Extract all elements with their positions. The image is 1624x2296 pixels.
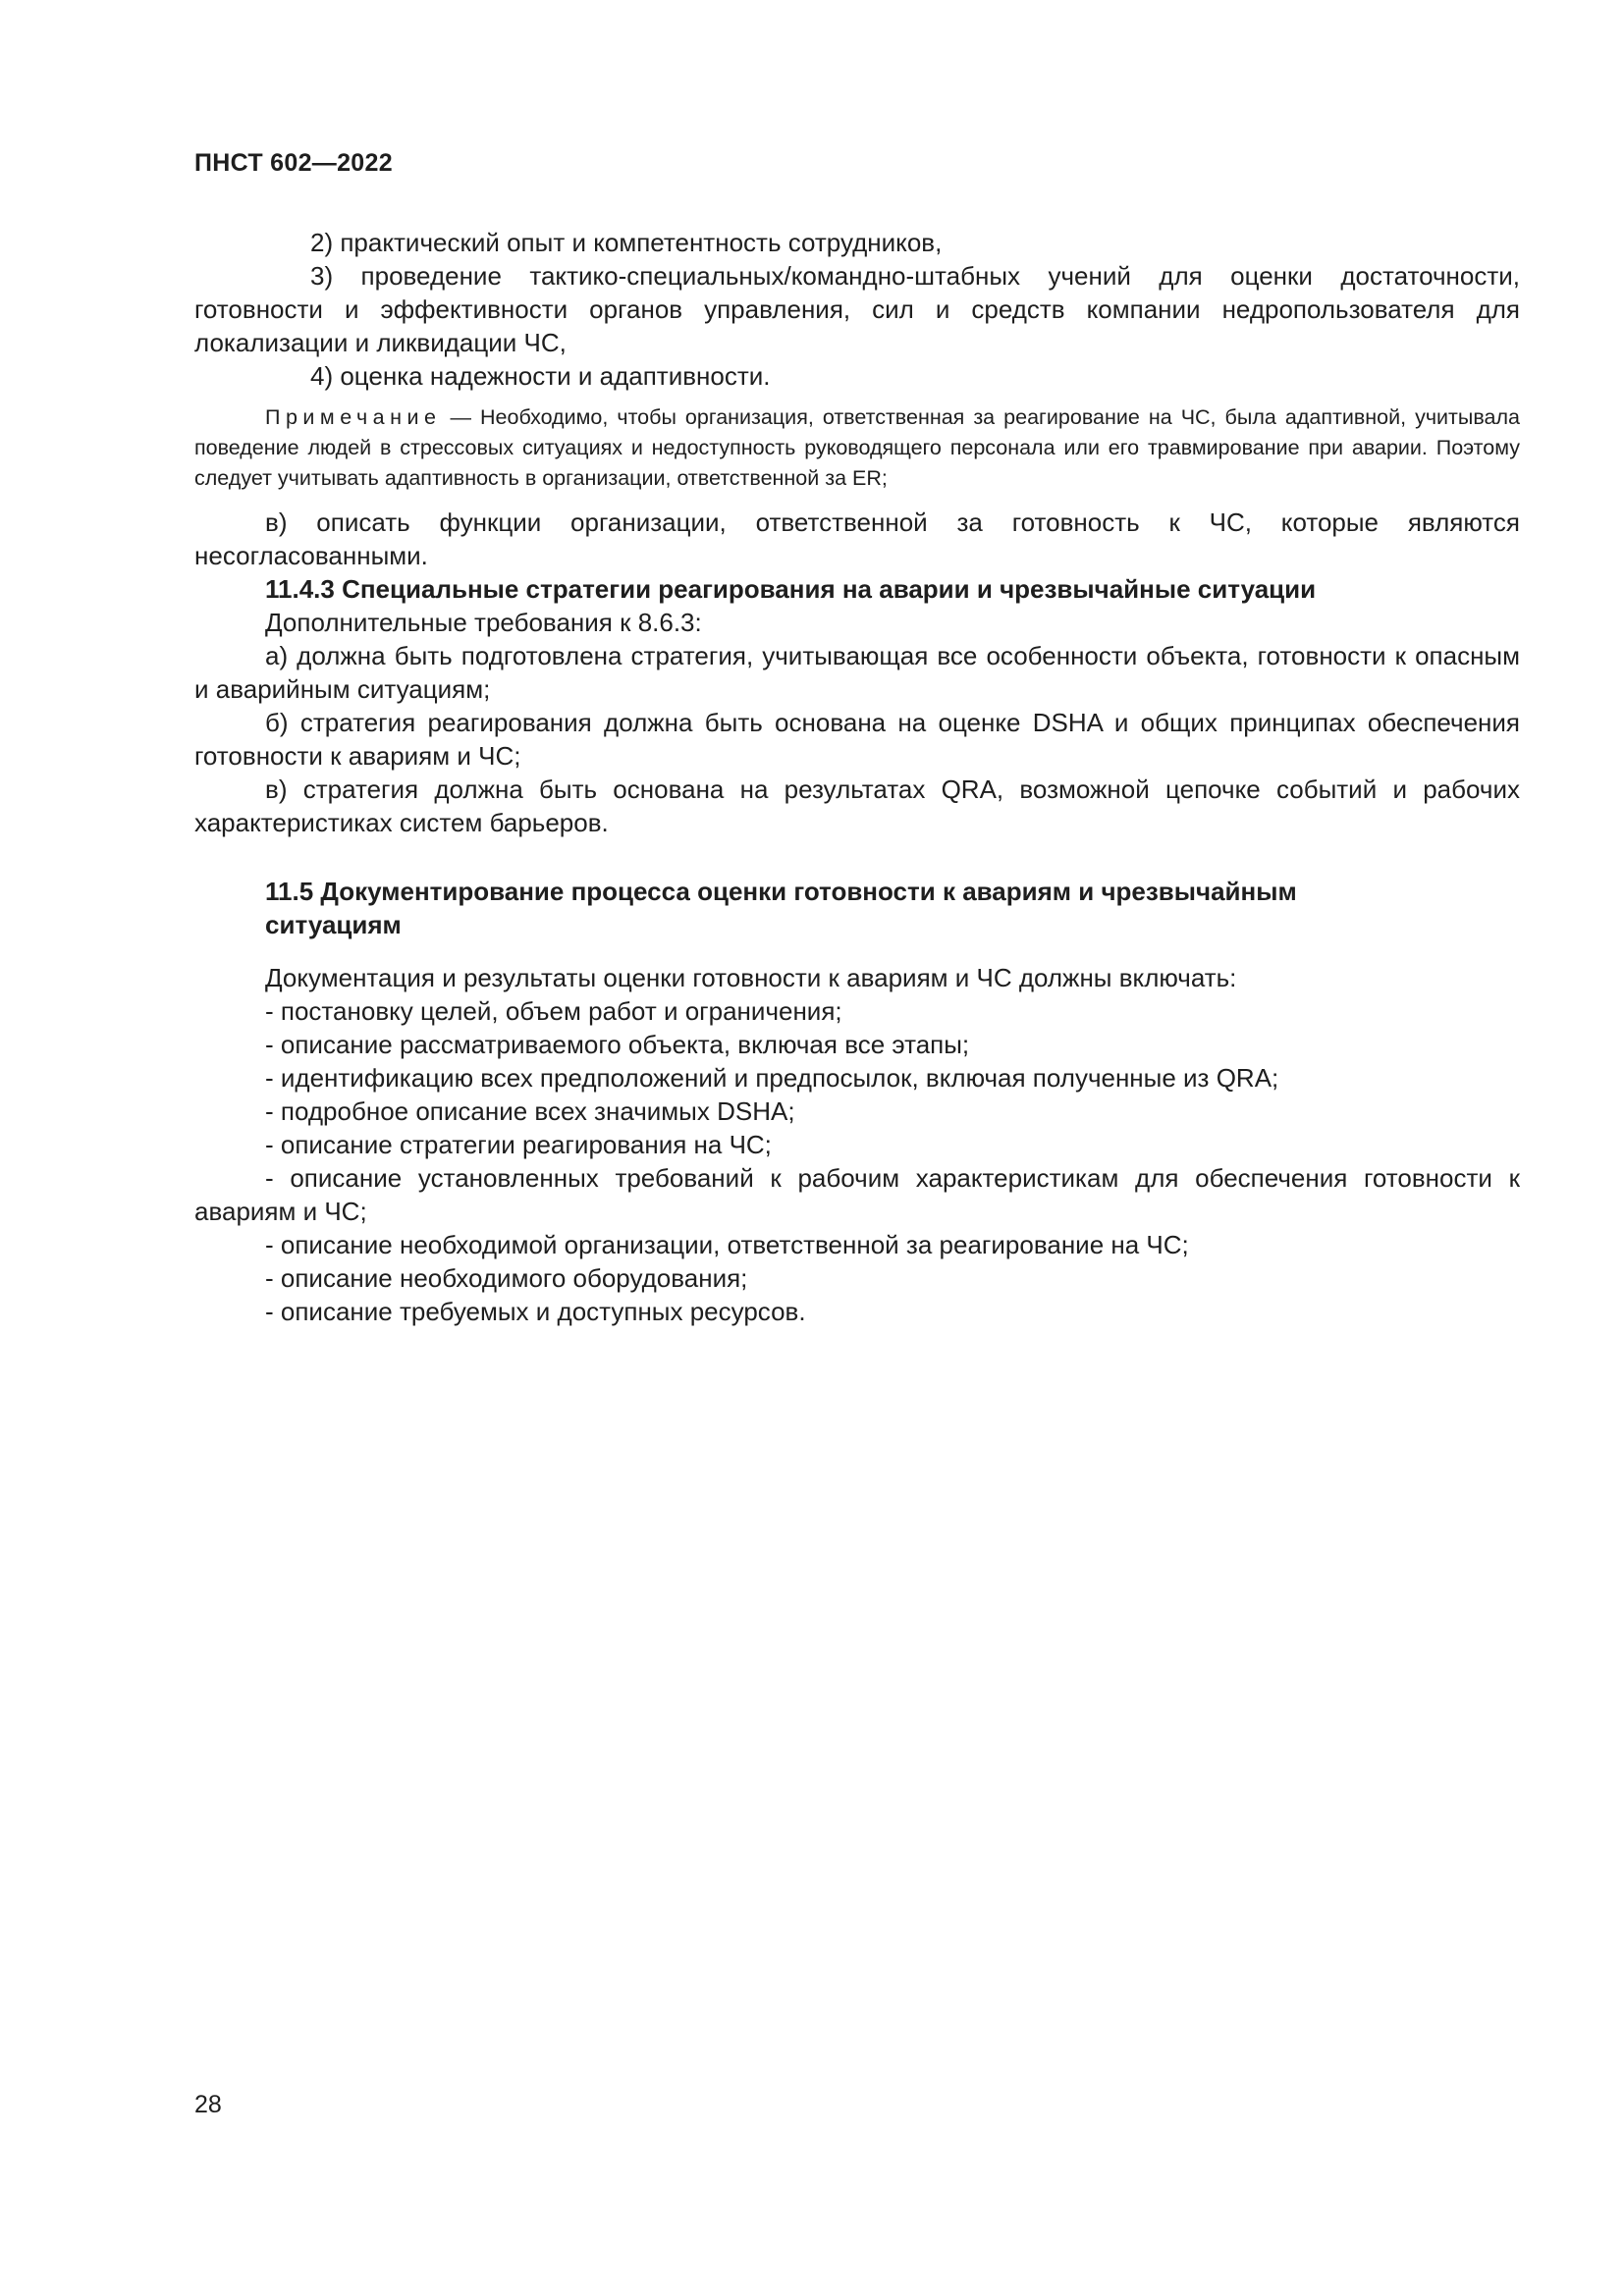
section-1143-intro: Дополнительные требования к 8.6.3: xyxy=(265,608,702,637)
section-1143-item-v: в) стратегия должна быть основана на результатах QRA, возможной цепочке событий и рабочих характеристиках систем барьеров. xyxy=(194,774,1520,837)
list-item: - описание установленных требований к рабочим характеристикам для обеспечения готовности к авариям и ЧС; xyxy=(194,1163,1520,1226)
section-115-intro: Документация и результаты оценки готовности к авариям и ЧС должны включать: xyxy=(265,963,1237,992)
section-115-title-line1: 11.5 Документирование процесса оценки готовности к авариям и чрезвычайным xyxy=(265,877,1297,906)
list-item: - описание стратегии реагирования на ЧС; xyxy=(265,1130,772,1159)
list-item: - описание требуемых и доступных ресурсов. xyxy=(265,1297,806,1326)
list-line-4: 4) оценка надежности и адаптивности. xyxy=(310,361,771,391)
document-header-id: ПНСТ 602—2022 xyxy=(194,149,393,177)
list-line-3: 3) проведение тактико-специальных/командно-штабных учений для оценки достаточности, готовности и эффективности органов управления, сил и средств компании недропользователя для локализации и ликвидации ЧС, xyxy=(194,261,1520,357)
item-v: в) описать функции организации, ответственной за готовность к ЧС, которые являются несогласованными. xyxy=(194,507,1520,570)
page-number: 28 xyxy=(194,2091,222,2118)
page-content xyxy=(194,226,1520,1328)
list-item: - описание необходимой организации, ответственной за реагирование на ЧС; xyxy=(265,1230,1189,1259)
note-paragraph xyxy=(194,402,1520,494)
list-item: - подробное описание всех значимых DSHA; xyxy=(265,1096,795,1126)
section-115-title xyxy=(265,875,1394,941)
section-1143-item-a: а) должна быть подготовлена стратегия, учитывающая все особенности объекта, готовности к опасным и аварийным ситуациям; xyxy=(194,641,1520,704)
note-label: Примечание xyxy=(265,405,442,429)
list-line-2: 2) практический опыт и компетентность сотрудников, xyxy=(310,228,943,257)
section-1143-title: 11.4.3 Специальные стратегии реагирования на аварии и чрезвычайные ситуации xyxy=(265,574,1317,604)
note-text: — Необходимо, чтобы организация, ответственная за реагирование на ЧС, была адаптивной, учитывала поведение людей в стрессовых ситуациях и недоступность руководящего персонала или его травмирование при аварии. Поэтому следует учитывать адаптивность в организации, ответственной за ER; xyxy=(194,405,1520,490)
list-item: - описание необходимого оборудования; xyxy=(265,1263,748,1293)
list-item: - идентификацию всех предположений и предпосылок, включая полученные из QRA; xyxy=(265,1063,1279,1093)
list-item: - постановку целей, объем работ и ограничения; xyxy=(265,996,842,1026)
list-item: - описание рассматриваемого объекта, включая все этапы; xyxy=(265,1030,970,1059)
section-115-title-line2: ситуациям xyxy=(265,910,402,939)
section-1143-item-b: б) стратегия реагирования должна быть основана на оценке DSHA и общих принципах обеспечения готовности к авариям и ЧС; xyxy=(194,708,1520,771)
